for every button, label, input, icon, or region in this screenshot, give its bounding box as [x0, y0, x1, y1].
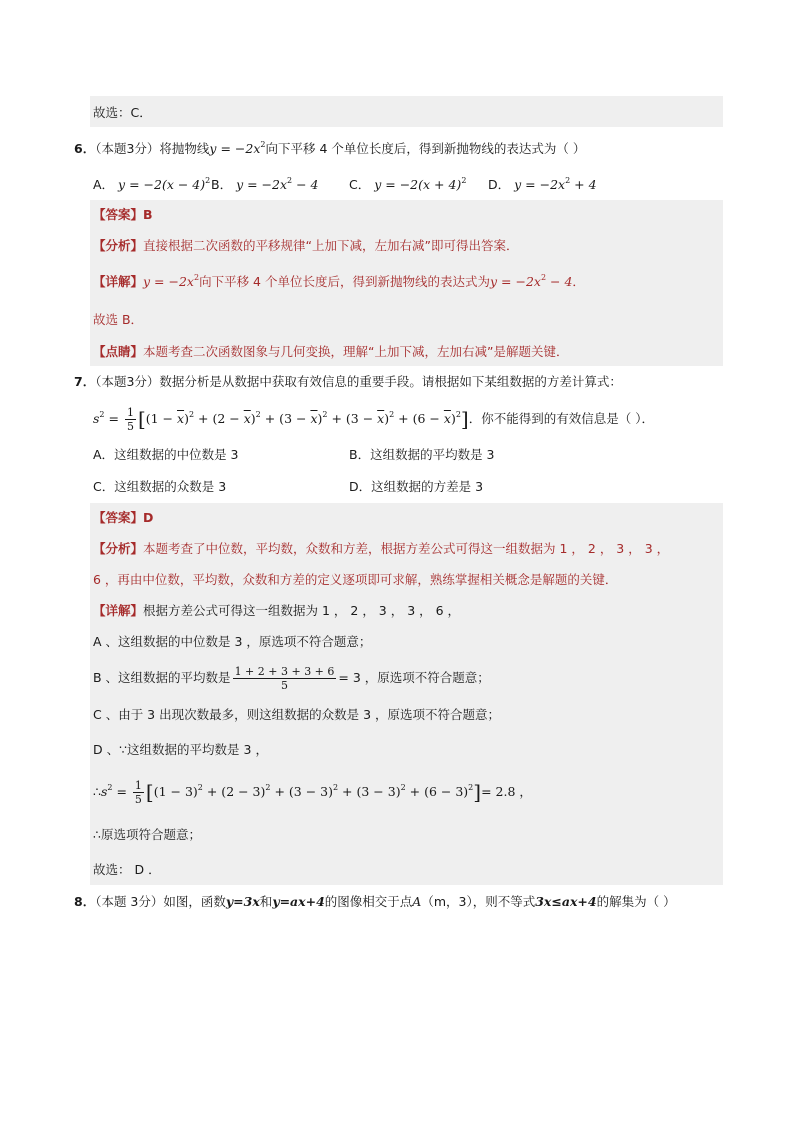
q6-comment: 【点睛】本题考查二次函数图象与几何变换，理解“上加下减，左加右减”是解题关键．: [93, 344, 569, 359]
q7-detail-6: ∴原选项符合题意；: [93, 827, 201, 842]
q7-option-d: D．这组数据的方差是 3: [349, 479, 484, 494]
q7-answer: 【答案】D: [93, 510, 154, 525]
q7-variance-formula: $s^2$ = $\frac{1}{5}$ $[(1 - \overline{x})^2 + (2 - \overline{x})^2 + (3 - \overline{x})^2 + (3 - \overline{x})^2 + (6 - \overline{x})^2]$．你不能得到的有效信息是（ ）．: [93, 406, 654, 433]
solution-block: [90, 96, 723, 127]
q7-detail-3: B 、这组数据的平均数是 $\frac{1 + 2 + 3 + 3 + 6}{5}$ = 3 ，原选项不符合题意；: [93, 665, 490, 692]
q7-detail-5: D 、∵这组数据的平均数是 3 ，: [93, 742, 268, 757]
q6-option-b: B． $y = -2x^2 - 4$: [211, 176, 319, 192]
q6-option-c: C． $y = -2(x + 4)^2$: [349, 176, 467, 192]
q5-conclusion: 故选：C．: [93, 105, 152, 120]
q6-option-a: A． $y = -2(x - 4)^2$: [93, 176, 211, 192]
q6-stem: 6．（本题3分）将抛物线$y = -2x^2$向下平移 4 个单位长度后，得到新抛物线的表达式为（ ）: [74, 140, 586, 156]
q7-detail-4: C 、由于 3 出现次数最多，则这组数据的众数是 3 ，原选项不符合题意；: [93, 707, 501, 722]
q8-stem: 8．（本题 3分）如图，函数y=3x和y=ax+4的图像相交于点A（m，3），则不等式3x≤ax+4的解集为（ ）: [74, 894, 676, 909]
q6-analysis: 【分析】直接根据二次函数的平移规律“上加下减，左加右减”即可得出答案．: [93, 238, 519, 253]
q7-option-a: A．这组数据的中位数是 3: [93, 447, 239, 462]
q6-option-d: D． $y = -2x^2 + 4$: [488, 176, 597, 192]
q7-option-c: C．这组数据的众数是 3: [93, 479, 227, 494]
q7-detail-1: 【详解】根据方差公式可得这一组数据为 1 ， 2 ， 3 ， 3 ， 6 ，: [93, 603, 461, 618]
q7-stem: 7．（本题3分）数据分析是从数据中获取有效信息的重要手段。请根据如下某组数据的方差计算式：: [74, 374, 622, 389]
q7-option-b: B．这组数据的平均数是 3: [349, 447, 495, 462]
q7-conclusion: 故选： D ．: [93, 862, 161, 877]
q6-number: 6．: [74, 141, 96, 156]
q6-detail: 【详解】$y = -2x^2$向下平移 4 个单位长度后，得到新抛物线的表达式为$y = -2x^2 - 4$．: [93, 273, 585, 289]
q7-analysis-1: 【分析】本题考查了中位数，平均数，众数和方差，根据方差公式可得这一组数据为 1 ， 2 ， 3 ， 3 ，: [93, 541, 670, 556]
q6-score: （本题3分）: [95, 141, 160, 156]
q7-analysis-2: 6 ，再由中位数，平均数，众数和方差的定义逐项即可求解，熟练掌握相关概念是解题的关键．: [93, 572, 618, 587]
q6-answer: 【答案】B: [93, 207, 153, 222]
q6-conclusion: 故选 B．: [93, 312, 144, 327]
q7-detail-computation: $\therefore s^2$ = $\frac{1}{5}$ $[(1 - 3)^2 + (2 - 3)^2 + (3 - 3)^2 + (3 - 3)^2 + (6 - 3)^2]= 2.8$ ，: [93, 779, 532, 806]
q7-detail-2: A 、这组数据的中位数是 3 ，原选项不符合题意；: [93, 634, 372, 649]
